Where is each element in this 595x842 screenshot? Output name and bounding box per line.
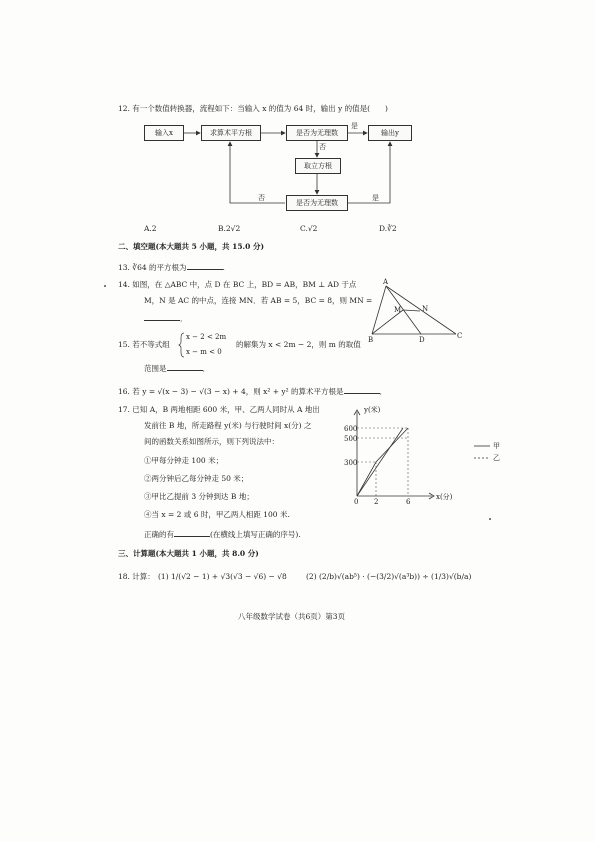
q12-option-b: B.2√2 (218, 224, 241, 233)
q17-item-3: ③甲比乙提前 3 分钟到达 B 地； (144, 492, 254, 501)
q17-answer-line: 正确的有 (在横线上填写正确的序号). (144, 530, 301, 539)
q12-option-d: D.∛2 (379, 224, 397, 233)
q17-y-tick-500: 500 (344, 435, 358, 443)
section3-title: 三、计算题(本大题共 1 小题，共 8.0 分) (118, 549, 259, 558)
flow-yes-label: 是 (351, 122, 358, 130)
q18-part2: (2) (2/b)√(ab⁵) · (−(3/2)√(a³b)) ÷ (1/3)√(b/a) (306, 572, 472, 581)
flow-cuberoot-box: 取立方根 (295, 158, 341, 174)
q14-label-c: C (457, 332, 463, 340)
flow-yes-label-bottom: 是 (372, 194, 379, 202)
q14-line2: M，N 是 AC 的中点，连接 MN．若 AB = 5，BC = 8，则 MN = (144, 296, 373, 305)
q17-item-4: ④当 x = 2 或 6 时，甲乙两人相距 100 米. (144, 510, 290, 519)
q14-label-m: M (394, 306, 402, 314)
q18-part1: (1) 1/(√2 − 1) + √3(√3 − √6) − √8 (158, 572, 287, 581)
q17-line2: 发前往 B 地，所走路程 y(米) 与行驶时间 x(分) 之 (144, 421, 312, 430)
scan-speck (104, 285, 106, 287)
q17-legend-b: 乙 (493, 454, 500, 462)
q15-inequality-1: x − 2 < 2m (186, 333, 227, 341)
q17-x-axis-label: x(分) (436, 493, 453, 501)
q17-y-tick-600: 600 (344, 425, 358, 433)
flow-no-label-side: 否 (258, 194, 265, 202)
q15-line2: 范围是 ． (144, 364, 210, 373)
q12-stem: 12. 有一个数值转换器，流程如下：当输入 x 的值为 64 时，输出 y 的值是( ) (118, 104, 388, 113)
q15-mid: 的解集为 x < 2m − 2，则 m 的取值 (236, 340, 361, 349)
flow-output-box: 输出y (368, 125, 412, 141)
section2-title: 二、填空题(本大题共 5 小题，共 15.0 分) (118, 242, 265, 251)
q17-line1: 17. 已知 A，B 两地相距 600 米，甲、乙两人同时从 A 地出 (118, 405, 320, 414)
q14-line1: 14. 如图，在 △ABC 中，点 D 在 BC 上，BD = AB，BM ⊥ AD 于点 (118, 280, 357, 289)
flow-input-box: 输入x (144, 125, 184, 141)
q12-option-c: C.√2 (300, 224, 318, 233)
q14-label-a: A (383, 278, 389, 286)
flow-sqrt-box: 求算术平方根 (201, 125, 261, 141)
q17-line3: 间的函数关系如图所示，则下列说法中： (144, 437, 279, 446)
q18-label: 18. 计算： (118, 572, 155, 581)
q17-y-tick-300: 300 (344, 459, 358, 467)
q14-label-b: B (368, 336, 374, 344)
q15-inequality-2: x − m < 0 (186, 348, 222, 356)
page-footer: 八年级数学试卷（共6页）第3页 (238, 612, 346, 621)
q13-text: 13. ∛64 的平方根为 . (118, 263, 225, 272)
q14-label-d: D (419, 336, 425, 344)
flow-check2-box: 是否为无理数 (286, 195, 348, 211)
q17-y-axis-label: y(米) (364, 406, 381, 414)
q14-label-n: N (422, 305, 429, 313)
q17-item-1: ①甲每分钟走 100 米； (144, 456, 224, 465)
q12-option-a: A.2 (144, 224, 157, 233)
q17-x-tick-6: 6 (406, 498, 411, 506)
flow-check1-box: 是否为无理数 (286, 125, 348, 141)
q17-item-2: ②两分钟后乙每分钟走 50 米； (144, 474, 249, 483)
q14-answer-blank: ． (144, 312, 188, 324)
flow-no-label-top: 否 (319, 143, 326, 151)
q17-legend-a: 甲 (493, 442, 500, 450)
q17-x-tick-2: 2 (374, 498, 379, 506)
q17-origin-label: 0 (354, 498, 359, 506)
scan-speck (489, 518, 491, 520)
q16-text: 16. 若 y = √(x − 3) − √(3 − x) + 4，则 x² + y² 的算术平方根是 ． (118, 387, 388, 396)
q15-prefix: 15. 若不等式组 (118, 340, 170, 349)
